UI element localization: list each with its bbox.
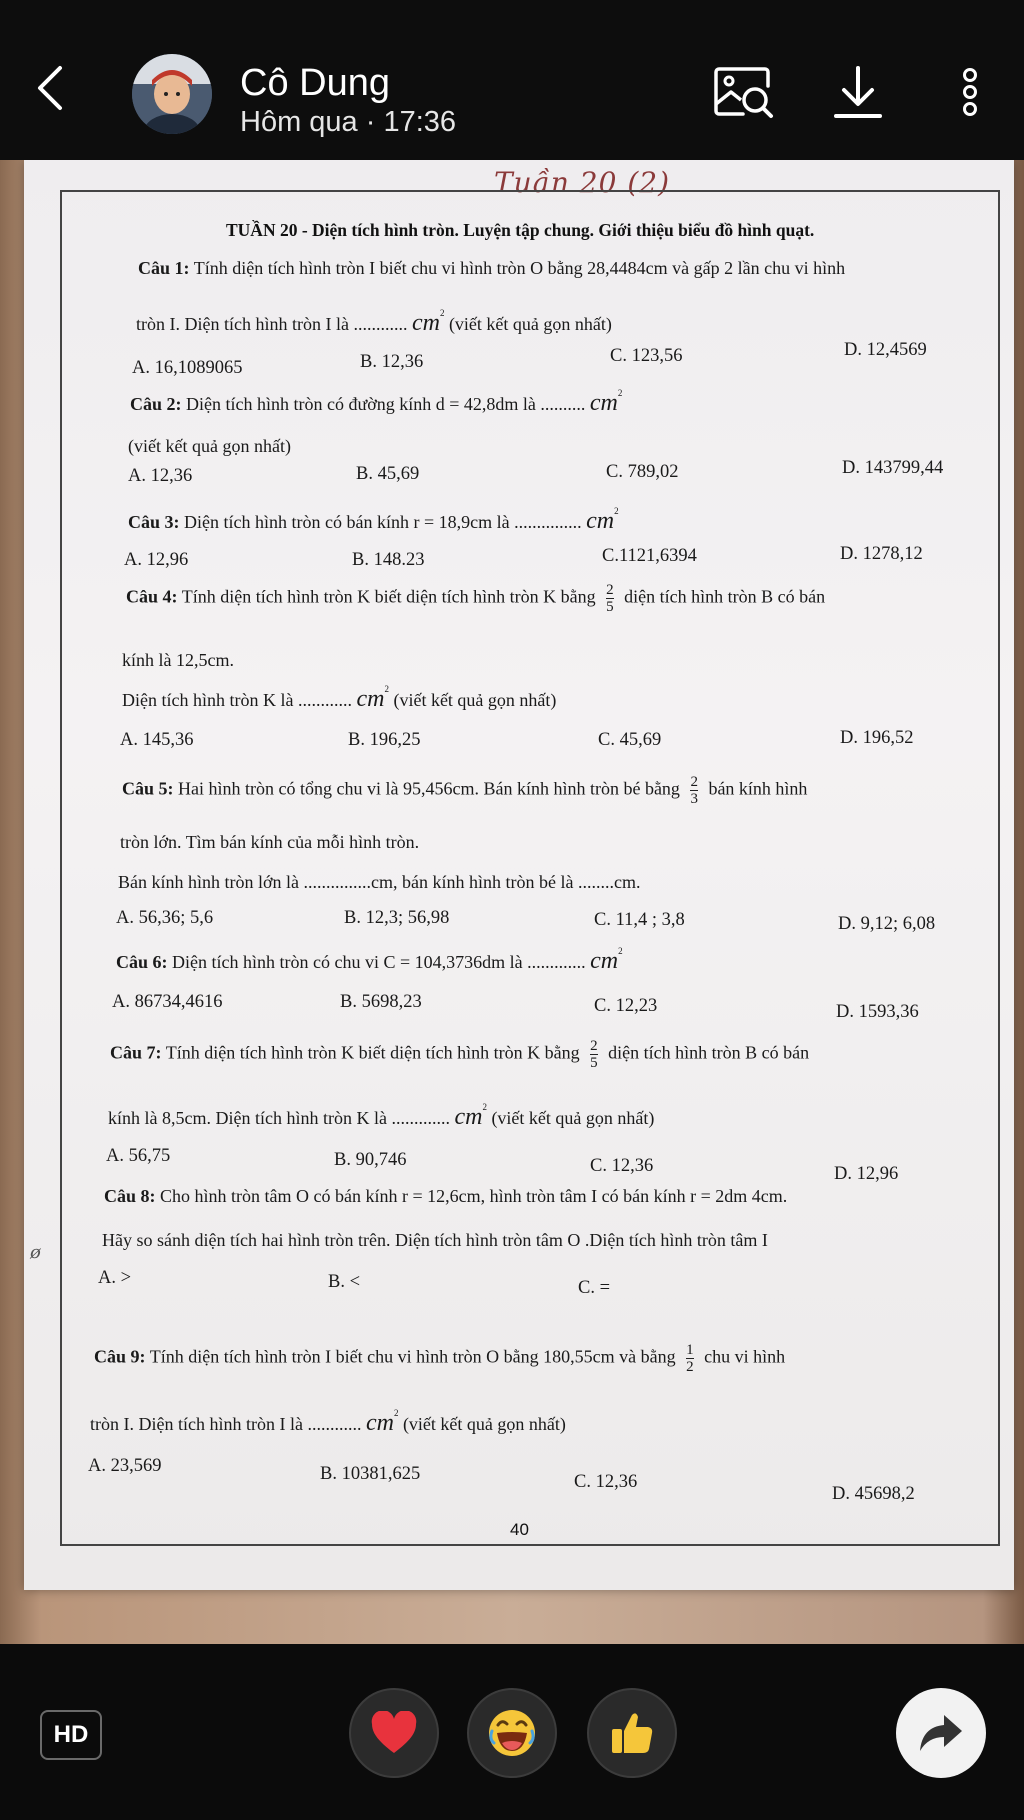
q2-option-d: D. 143799,44 (842, 458, 944, 478)
page-number: 40 (510, 1520, 529, 1539)
q5-option-d: D. 9,12; 6,08 (838, 914, 936, 934)
q5-option-b: B. 12,3; 56,98 (344, 908, 450, 928)
back-button[interactable] (28, 58, 72, 118)
q1-unit-text: cm (411, 310, 440, 336)
q7-label: Câu 7: (110, 1042, 162, 1063)
q7-line2 (108, 1102, 654, 1131)
q3-label: Câu 3: (128, 512, 180, 532)
q7-option-b: B. 90,746 (334, 1150, 407, 1170)
q9-note: (viết kết quả gọn nhất) (402, 1414, 566, 1434)
q6-unit-text: cm (590, 948, 619, 974)
q9-text-b: chu vi hình (704, 1346, 786, 1367)
viewer-footer (0, 1644, 1024, 1820)
q1-note: (viết kết quả gọn nhất) (448, 314, 612, 334)
q3-option-a: A. 12,96 (124, 550, 189, 570)
q9-option-c: C. 12,36 (574, 1472, 638, 1492)
q4-fraction (606, 582, 614, 615)
viewer-header (0, 0, 1024, 160)
q8-option-b: B. < (328, 1272, 361, 1292)
q1-unit-exp: 2 (439, 308, 445, 318)
q9-option-a: A. 23,569 (88, 1456, 162, 1476)
laughing-face-icon (486, 1707, 538, 1759)
more-options-button[interactable] (955, 60, 985, 124)
q4-option-b: B. 196,25 (348, 730, 421, 750)
q1-line2 (136, 308, 612, 337)
q6-label: Câu 6: (116, 952, 168, 972)
worksheet-title: TUẦN 20 - Diện tích hình tròn. Luyện tập chung. Giới thiệu biểu đồ hình quạt. (226, 220, 815, 240)
q5-frac-num: 2 (690, 774, 698, 790)
avatar-image (132, 54, 212, 134)
worksheet-paper (24, 160, 1014, 1590)
q5-option-a: A. 56,36; 5,6 (116, 908, 214, 928)
q1-option-d: D. 12,4569 (844, 340, 927, 360)
q1-option-c: C. 123,56 (610, 346, 683, 366)
q2-option-b: B. 45,69 (356, 464, 420, 484)
q2-unit (590, 390, 622, 416)
q2-unit-exp: 2 (617, 388, 623, 398)
q8-label: Câu 8: (104, 1186, 156, 1206)
q4-line1 (126, 582, 825, 615)
q5-text: Hai hình tròn có tổng chu vi là 95,456cm. Bán kính hình tròn bé bằng (178, 778, 680, 799)
q4-option-d: D. 196,52 (840, 728, 914, 748)
q4-line2: kính là 12,5cm. (122, 650, 234, 670)
heart-icon (370, 1711, 418, 1755)
q2-note: (viết kết quả gọn nhất) (128, 436, 291, 456)
q3-line1 (128, 506, 619, 535)
sender-name[interactable]: Cô Dung (240, 62, 390, 104)
q9-unit-exp: 2 (393, 1408, 399, 1418)
q6-option-d: D. 1593,36 (836, 1002, 919, 1022)
q5-line2: tròn lớn. Tìm bán kính của mỗi hình tròn. (120, 832, 420, 852)
q6-unit-exp: 2 (618, 946, 623, 956)
q9-unit (366, 1410, 398, 1436)
q4-unit-exp: 2 (384, 684, 389, 694)
margin-mark: ø (30, 1242, 41, 1263)
q7-unit-text: cm (454, 1104, 483, 1130)
hd-toggle-button[interactable]: HD (40, 1710, 102, 1760)
q7-option-c: C. 12,36 (590, 1156, 654, 1176)
q5-fraction (690, 774, 698, 807)
q3-unit-text: cm (586, 508, 615, 534)
share-arrow-icon (918, 1713, 964, 1753)
q7-frac-den: 5 (590, 1055, 598, 1071)
like-reaction-button[interactable] (587, 1688, 677, 1778)
q4-text-b: diện tích hình tròn B có bán (624, 586, 826, 607)
q1-unit (412, 310, 444, 336)
q6-option-c: C. 12,23 (594, 996, 658, 1016)
q9-option-b: B. 10381,625 (320, 1464, 421, 1484)
q5-option-c: C. 11,4 ; 3,8 (594, 910, 685, 930)
thumbs-up-icon (608, 1709, 656, 1757)
download-icon (832, 64, 884, 120)
q2-option-c: C. 789,02 (606, 462, 679, 482)
q4-label: Câu 4: (126, 586, 178, 607)
q4-text3: Diện tích hình tròn K là ............ (122, 690, 352, 710)
image-search-button[interactable] (710, 60, 780, 124)
q4-text: Tính diện tích hình tròn K biết diện tích hình tròn K bằng (181, 586, 596, 607)
share-button[interactable] (896, 1688, 986, 1778)
q7-option-a: A. 56,75 (106, 1146, 171, 1166)
q7-text2: kính là 8,5cm. Diện tích hình tròn K là ............. (108, 1108, 450, 1128)
q7-text-b: diện tích hình tròn B có bán (608, 1042, 810, 1063)
q9-fraction (686, 1342, 694, 1375)
q8-option-a: A. > (98, 1268, 132, 1288)
image-search-icon (713, 64, 777, 120)
q7-line1 (110, 1038, 809, 1071)
q9-frac-num: 1 (686, 1342, 694, 1358)
q8-line2: Hãy so sánh diện tích hai hình tròn trên. Diện tích hình tròn tâm O .Diện tích hình tròn tâm I (102, 1230, 768, 1250)
q9-frac-den: 2 (686, 1359, 694, 1375)
q4-option-c: C. 45,69 (598, 730, 662, 750)
q2-text: Diện tích hình tròn có đường kính d = 42,8dm là .......... (186, 394, 586, 414)
q9-line1 (94, 1342, 785, 1375)
q4-unit-text: cm (356, 686, 385, 712)
photo-viewer[interactable] (0, 160, 1024, 1644)
q1-text2: tròn I. Diện tích hình tròn I là ............ (136, 314, 408, 334)
q2-option-a: A. 12,36 (128, 466, 193, 486)
q5-text-b: bán kính hình (708, 778, 808, 799)
q7-unit-exp: 2 (482, 1102, 487, 1112)
heart-reaction-button[interactable] (349, 1688, 439, 1778)
q2-unit-text: cm (589, 390, 618, 416)
q3-option-d: D. 1278,12 (840, 544, 923, 564)
q2-label: Câu 2: (130, 394, 182, 414)
q7-text: Tính diện tích hình tròn K biết diện tích hình tròn K bằng (165, 1042, 580, 1063)
sender-avatar[interactable] (132, 54, 212, 134)
q3-unit-exp: 2 (614, 506, 619, 516)
q6-option-b: B. 5698,23 (340, 992, 422, 1012)
q3-option-b: B. 148.23 (352, 550, 425, 570)
q4-line3 (122, 684, 556, 713)
q7-note: (viết kết quả gọn nhất) (491, 1108, 655, 1128)
q9-option-d: D. 45698,2 (832, 1484, 915, 1504)
q8-option-c: C. = (578, 1278, 611, 1298)
q9-text: Tính diện tích hình tròn I biết chu vi hình tròn O bằng 180,55cm và bằng (149, 1346, 676, 1367)
q6-text: Diện tích hình tròn có chu vi C = 104,3736dm là ............. (172, 952, 586, 972)
message-timestamp: Hôm qua · 17:36 (240, 106, 457, 138)
q1-label: Câu 1: (138, 258, 190, 278)
q7-frac-num: 2 (590, 1038, 598, 1054)
handwritten-note: Tuần 20 (2) (494, 166, 670, 199)
q1-option-a: A. 16,1089065 (132, 358, 243, 378)
q7-fraction (590, 1038, 598, 1071)
q5-line3: Bán kính hình tròn lớn là ...............cm, bán kính hình tròn bé là ........cm. (118, 872, 641, 892)
q2-line1 (130, 388, 622, 417)
q6-option-a: A. 86734,4616 (112, 992, 223, 1012)
q1-line1 (138, 258, 845, 279)
q6-line1 (116, 946, 623, 975)
q1-text: Tính diện tích hình tròn I biết chu vi hình tròn O bằng 28,4484cm và gấp 2 lần chu vi hình (193, 258, 846, 278)
q7-option-d: D. 12,96 (834, 1164, 899, 1184)
q3-option-c: C.1121,6394 (602, 546, 697, 566)
q6-unit (590, 948, 622, 974)
q5-line1 (122, 774, 807, 807)
q5-label: Câu 5: (122, 778, 174, 799)
q3-unit (586, 508, 618, 534)
q4-frac-den: 5 (606, 599, 614, 615)
q4-frac-num: 2 (606, 582, 614, 598)
q3-text: Diện tích hình tròn có bán kính r = 18,9cm là ............... (184, 512, 582, 532)
q4-unit (356, 686, 388, 712)
q5-frac-den: 3 (690, 791, 698, 807)
q1-option-b: B. 12,36 (360, 352, 424, 372)
more-vertical-icon (960, 67, 980, 117)
q4-option-a: A. 145,36 (120, 730, 194, 750)
q9-unit-text: cm (365, 1410, 394, 1436)
laugh-reaction-button[interactable] (467, 1688, 557, 1778)
q9-line2 (90, 1408, 566, 1437)
q8-text: Cho hình tròn tâm O có bán kính r = 12,6cm, hình tròn tâm I có bán kính r = 2dm 4cm. (160, 1186, 788, 1206)
q9-text2: tròn I. Diện tích hình tròn I là ............ (90, 1414, 362, 1434)
q9-label: Câu 9: (94, 1346, 146, 1367)
q8-line1 (104, 1186, 787, 1207)
download-button[interactable] (828, 60, 888, 124)
chevron-left-icon (36, 64, 64, 112)
q4-note: (viết kết quả gọn nhất) (393, 690, 557, 710)
q7-unit (454, 1104, 486, 1130)
